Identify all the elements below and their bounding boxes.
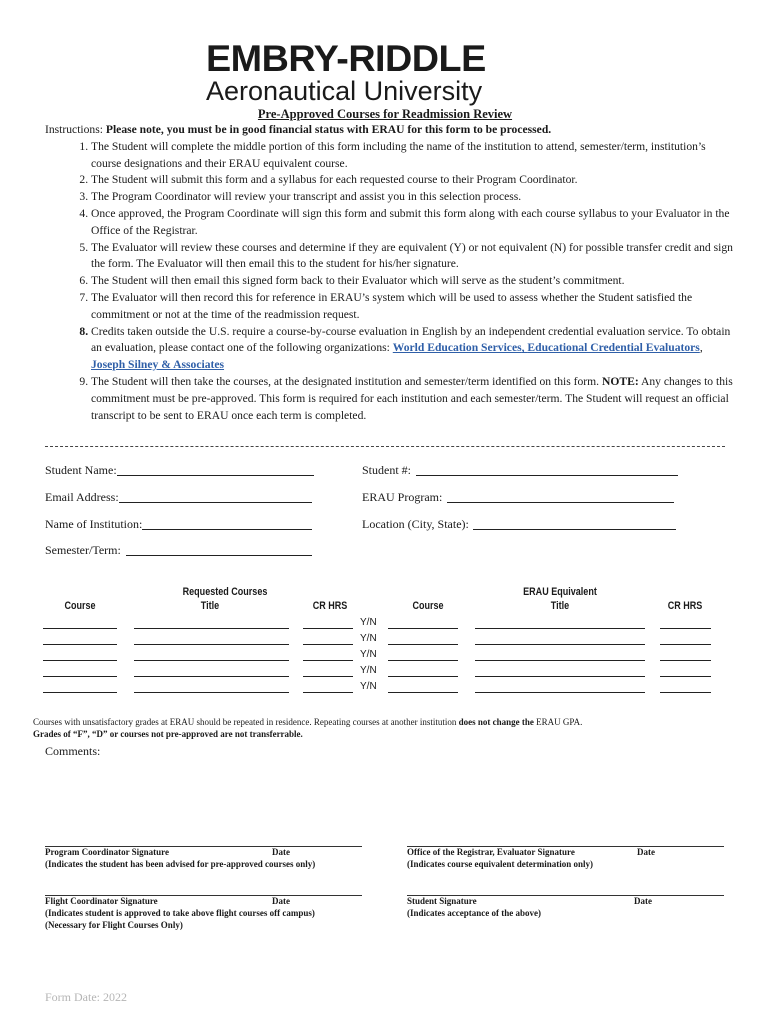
instruction-item: 1. The Student will complete the middle portion of this form including the name of the institution to attend, semester/term, institution’s course designations and their ERAU equivalent course. <box>91 139 735 173</box>
equivalence-yn-marker[interactable]: Y/N <box>360 617 377 628</box>
erau-cr-hrs-blank[interactable] <box>660 660 711 661</box>
logo-wordmark: EMBRY-RIDDLE <box>206 38 486 79</box>
link-world-education-services[interactable]: World Education Services <box>392 341 522 355</box>
instruction-item-credits-abroad <box>91 324 735 374</box>
erau-cr-hrs-blank[interactable] <box>660 692 711 693</box>
requested-cr-hrs-blank[interactable] <box>303 644 353 645</box>
erau-title-blank[interactable] <box>475 628 645 629</box>
student-name-label: Student Name: <box>45 463 117 477</box>
student-name-field[interactable] <box>45 463 314 478</box>
link-joseph-silney-associates[interactable]: Joseph Silney & Associates <box>91 358 225 372</box>
semester-line[interactable] <box>126 543 312 556</box>
erau-title-blank[interactable] <box>475 676 645 677</box>
erau-equivalent-heading: ERAU Equivalent <box>523 586 597 598</box>
erau-course-header: Course <box>412 600 444 612</box>
instruction-item: 5. The Evaluator will review these courses and determine if they are equivalent (Y) or not equivalent (N) for possible transfer credit and sign the form. The Evaluator will then email this to the student for his/her signature. <box>91 240 735 274</box>
semester-field[interactable] <box>45 543 312 558</box>
erau-title-blank[interactable] <box>475 644 645 645</box>
erau-course-blank[interactable] <box>388 644 458 645</box>
link-educational-credential-evaluators[interactable]: Educational Credential Evaluators <box>527 341 700 355</box>
requested-course-blank[interactable] <box>43 660 117 661</box>
flight-coordinator-requirement-note: (Necessary for Flight Courses Only) <box>45 920 183 930</box>
requested-course-blank[interactable] <box>43 644 117 645</box>
equivalence-yn-marker[interactable]: Y/N <box>360 649 377 660</box>
erau-course-blank[interactable] <box>388 660 458 661</box>
grades-note-text: Courses with unsatisfactory grades at ERAU should be repeated in residence. Repeating courses at another institution <box>33 717 459 727</box>
comments-label: Comments: <box>45 744 101 758</box>
grades-note <box>33 717 582 727</box>
requested-course-blank[interactable] <box>43 692 117 693</box>
equivalence-yn-marker[interactable]: Y/N <box>360 681 377 692</box>
requested-title-blank[interactable] <box>134 644 289 645</box>
email-label: Email Address: <box>45 490 119 504</box>
requested-cr-hrs-header: CR HRS <box>312 600 348 612</box>
grades-note-emphasis: does not change the <box>458 717 534 727</box>
student-number-label: Student #: <box>362 463 412 477</box>
location-label: Location (City, State): <box>362 517 469 531</box>
requested-title-blank[interactable] <box>134 628 289 629</box>
semester-label: Semester/Term: <box>45 543 121 557</box>
erau-course-blank[interactable] <box>388 628 458 629</box>
requested-title-header: Title <box>200 600 220 612</box>
erau-cr-hrs-blank[interactable] <box>660 644 711 645</box>
program-coordinator-date-label: Date <box>272 847 290 857</box>
requested-cr-hrs-blank[interactable] <box>303 692 353 693</box>
grades-note-end: ERAU GPA. <box>533 717 583 727</box>
registrar-signature-label: Office of the Registrar, Evaluator Signature <box>407 847 575 857</box>
flight-coordinator-signature-note: (Indicates student is approved to take above flight courses off campus) <box>45 908 315 918</box>
erau-cr-hrs-blank[interactable] <box>660 676 711 677</box>
registrar-signature-note: (Indicates course equivalent determination only) <box>407 859 593 869</box>
program-coordinator-signature-note: (Indicates the student has been advised for pre-approved courses only) <box>45 859 316 869</box>
instruction-item: 2. The Student will submit this form and a syllabus for each requested course to their Program Coordinator. <box>91 172 735 189</box>
link-separator: , <box>699 341 703 355</box>
registrar-date-label: Date <box>637 847 655 857</box>
erau-course-blank[interactable] <box>388 692 458 693</box>
instructions <box>45 122 735 424</box>
requested-course-blank[interactable] <box>43 628 117 629</box>
erau-cr-hrs-header: CR HRS <box>667 600 703 612</box>
erau-program-label: ERAU Program: <box>362 490 443 504</box>
requested-cr-hrs-blank[interactable] <box>303 676 353 677</box>
instruction-item: 6. The Student will then email this signed form back to their Evaluator which will serve as the student’s commitment. <box>91 273 735 290</box>
requested-title-blank[interactable] <box>134 676 289 677</box>
student-date-label: Date <box>634 896 652 906</box>
section-divider <box>45 446 725 447</box>
location-field[interactable] <box>362 517 676 532</box>
logo-subtitle: Aeronautical University <box>206 76 483 106</box>
equivalence-yn-marker[interactable]: Y/N <box>360 665 377 676</box>
instructions-financial-note: Please note, you must be in good financial status with ERAU for this form to be processed. <box>105 123 552 136</box>
instruction-item: 3. The Program Coordinator will review your transcript and assist you in this selection process. <box>91 189 735 206</box>
requested-course-blank[interactable] <box>43 676 117 677</box>
erau-title-blank[interactable] <box>475 660 645 661</box>
erau-course-blank[interactable] <box>388 676 458 677</box>
instruction-item-8-text: Credits taken outside the U.S. require a course-by-course evaluation in English by an independent credential evaluation service. To obtain an evaluation, please contact one of the following organizations: <box>91 324 731 355</box>
location-line[interactable] <box>473 517 676 530</box>
link-separator: , <box>521 341 528 355</box>
erau-program-field[interactable] <box>362 490 674 505</box>
requested-cr-hrs-blank[interactable] <box>303 628 353 629</box>
instruction-item-9-text: The Student will then take the courses, at the designated institution and semester/term identified on this form. <box>91 374 602 388</box>
instruction-item: 7. The Evaluator will then record this for reference in ERAU’s system which will be used to assess whether the Student satisfied the commitment or not at the time of the readmission request. <box>91 290 735 324</box>
requested-course-header: Course <box>64 600 96 612</box>
equivalence-yn-marker[interactable]: Y/N <box>360 633 377 644</box>
requested-title-blank[interactable] <box>134 692 289 693</box>
requested-cr-hrs-blank[interactable] <box>303 660 353 661</box>
student-number-line[interactable] <box>416 463 678 476</box>
requested-title-blank[interactable] <box>134 660 289 661</box>
instructions-label: Instructions: <box>45 123 106 136</box>
instruction-item <box>91 374 735 424</box>
student-number-field[interactable] <box>362 463 678 478</box>
instruction-item: 4. Once approved, the Program Coordinate will sign this form and submit this form along with each course syllabus to your Evaluator in the Office of the Registrar. <box>91 206 735 240</box>
note-label: NOTE: <box>601 374 639 388</box>
form-date: Form Date: 2022 <box>45 990 127 1004</box>
transfer-note: Grades of “F”, “D” or courses not pre-approved are not transferrable. <box>33 729 303 739</box>
student-signature-note: (Indicates acceptance of the above) <box>407 908 541 918</box>
flight-coordinator-signature-label: Flight Coordinator Signature <box>45 896 158 906</box>
student-signature-label: Student Signature <box>407 896 477 906</box>
form-title: Pre-Approved Courses for Readmission Review <box>257 107 513 121</box>
erau-cr-hrs-blank[interactable] <box>660 628 711 629</box>
instruction-item-9-rest: Any changes to this commitment must be pre-approved. This form is required for each institution and each semester/term. The Student will request an official transcript to be sent to ERAU once each term is completed. <box>91 374 733 422</box>
institution-line[interactable] <box>142 517 312 530</box>
erau-program-line[interactable] <box>447 490 674 503</box>
institution-label: Name of Institution: <box>45 517 143 531</box>
erau-title-blank[interactable] <box>475 692 645 693</box>
erau-title-header: Title <box>550 600 570 612</box>
email-field[interactable] <box>45 490 312 505</box>
program-coordinator-signature-label: Program Coordinator Signature <box>45 847 169 857</box>
email-line[interactable] <box>119 490 312 503</box>
instruction-list <box>45 139 735 425</box>
flight-coordinator-date-label: Date <box>272 896 290 906</box>
instructions-lead <box>45 122 735 139</box>
university-logo <box>206 40 562 105</box>
institution-field[interactable] <box>45 517 312 532</box>
requested-courses-heading: Requested Courses <box>182 586 268 598</box>
student-name-line[interactable] <box>117 463 314 476</box>
